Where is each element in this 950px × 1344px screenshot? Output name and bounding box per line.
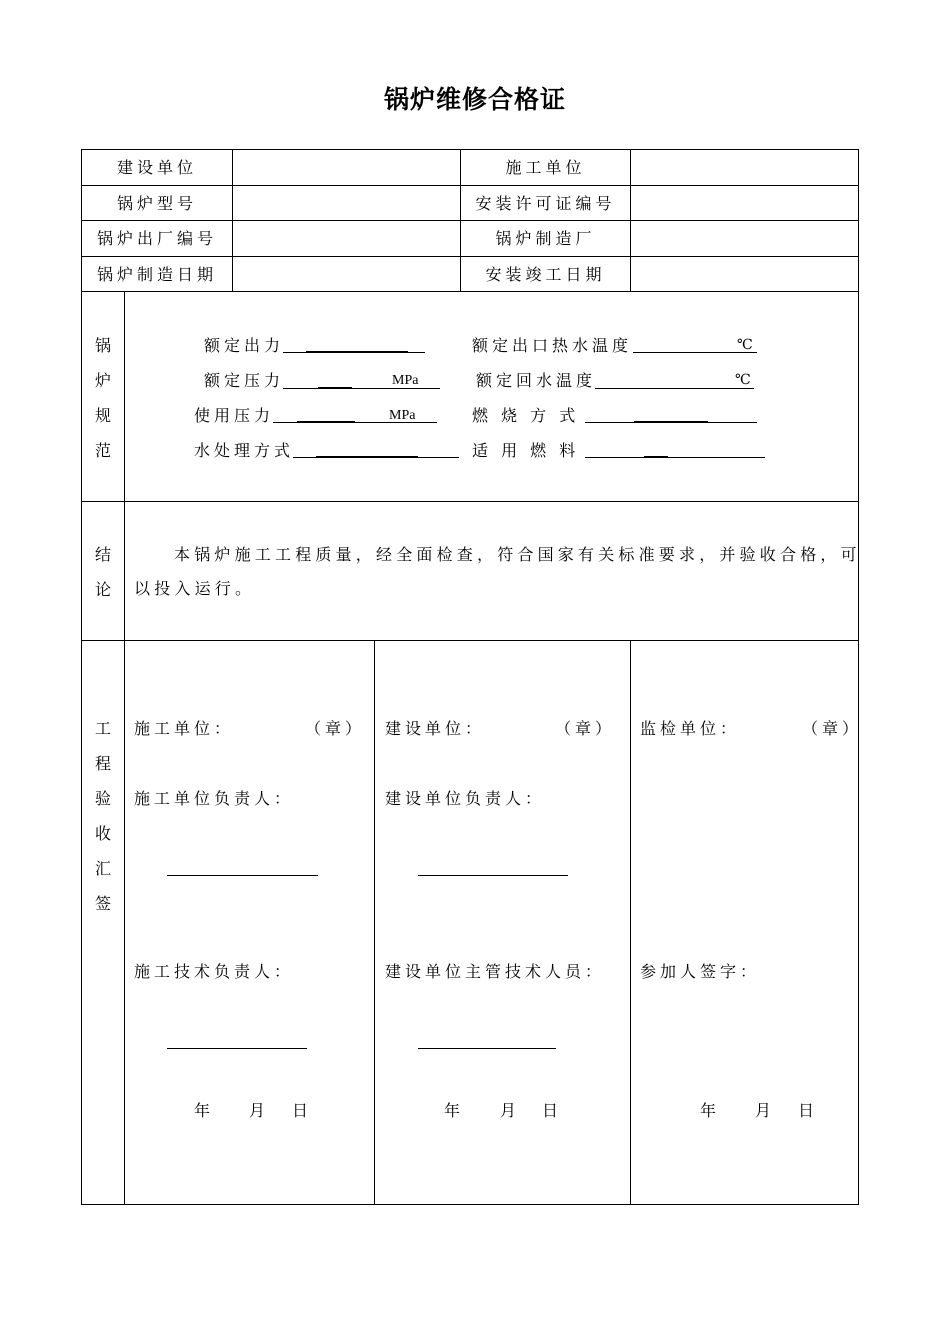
field-water-treatment[interactable] bbox=[293, 457, 459, 458]
unit-celsius: ℃ bbox=[735, 373, 751, 388]
date-month: 月 bbox=[755, 1101, 776, 1120]
label-rated-pressure: 额定压力 bbox=[204, 371, 285, 390]
certificate-table bbox=[81, 149, 859, 1205]
section-divider bbox=[81, 640, 859, 641]
date-day: 日 bbox=[798, 1101, 819, 1120]
field-manufacturer[interactable] bbox=[631, 221, 858, 255]
col-divider bbox=[374, 640, 375, 1205]
label-water-treatment: 水处理方式 bbox=[194, 441, 295, 460]
field-fuel[interactable] bbox=[585, 457, 765, 458]
participant-signature-label: 参加人签字： bbox=[640, 962, 761, 981]
date-month: 月 bbox=[249, 1101, 270, 1120]
inspection-unit-label: 监检单位： bbox=[640, 719, 741, 738]
row-divider bbox=[81, 291, 859, 292]
label-rated-output: 额定出力 bbox=[204, 336, 285, 355]
contractor-tech-label: 施工技术负责人： bbox=[134, 962, 295, 981]
acceptance-section-label: 工 程 验 收 汇 签 bbox=[94, 719, 111, 913]
conclusion-text-line1: 本锅炉施工工程质量，经全面检查，符合国家有关标准要求，并验收合格，可 bbox=[174, 545, 861, 564]
field-combustion-mode[interactable] bbox=[585, 422, 757, 423]
date-day: 日 bbox=[292, 1101, 313, 1120]
field-manufacture-date[interactable] bbox=[233, 257, 459, 291]
field-completion-date[interactable] bbox=[631, 257, 858, 291]
field-install-license-no[interactable] bbox=[631, 186, 858, 220]
date-year: 年 bbox=[700, 1101, 721, 1120]
label-fuel: 适 用 燃 料 bbox=[472, 441, 580, 460]
contractor-tech-signature-line[interactable] bbox=[167, 1048, 307, 1049]
label-combustion-mode: 燃 烧 方 式 bbox=[472, 406, 580, 425]
owner-tech-signature-line[interactable] bbox=[418, 1048, 556, 1049]
date-day: 日 bbox=[542, 1101, 563, 1120]
label-boiler-model: 锅炉型号 bbox=[116, 194, 197, 213]
label-factory-serial: 锅炉出厂编号 bbox=[96, 229, 217, 248]
spec-section-label: 锅 炉 规 范 bbox=[94, 336, 111, 460]
owner-tech-label: 建设单位主管技术人员： bbox=[385, 962, 606, 981]
date-year: 年 bbox=[194, 1101, 215, 1120]
label-construction-owner: 建设单位 bbox=[116, 158, 197, 177]
field-construction-owner[interactable] bbox=[233, 150, 459, 184]
label-manufacturer: 锅炉制造厂 bbox=[495, 229, 596, 248]
field-factory-serial[interactable] bbox=[233, 221, 459, 255]
unit-mpa: MPa bbox=[389, 408, 416, 423]
label-manufacture-date: 锅炉制造日期 bbox=[96, 265, 217, 284]
label-install-license-no: 安装许可证编号 bbox=[475, 194, 616, 213]
label-completion-date: 安装竣工日期 bbox=[485, 265, 606, 284]
unit-celsius: ℃ bbox=[737, 338, 753, 353]
seal-mark: （章） bbox=[802, 719, 863, 738]
section-divider bbox=[81, 501, 859, 502]
contractor-leader-signature-line[interactable] bbox=[167, 875, 318, 876]
label-outlet-temp: 额定出口热水温度 bbox=[472, 336, 633, 355]
conclusion-text-line2: 以投入运行。 bbox=[134, 579, 256, 598]
page-title: 锅炉维修合格证 bbox=[383, 85, 566, 114]
owner-leader-label: 建设单位负责人： bbox=[385, 789, 546, 808]
label-contractor: 施工单位 bbox=[505, 158, 586, 177]
field-contractor[interactable] bbox=[631, 150, 858, 184]
label-return-temp: 额定回水温度 bbox=[476, 371, 597, 390]
field-return-temp[interactable] bbox=[595, 388, 754, 389]
field-rated-output[interactable] bbox=[283, 352, 425, 353]
conclusion-section-label: 结 论 bbox=[94, 545, 111, 599]
section-label-divider bbox=[124, 291, 125, 1205]
seal-mark: （章） bbox=[305, 719, 366, 738]
seal-mark: （章） bbox=[555, 719, 616, 738]
unit-mpa: MPa bbox=[392, 373, 419, 388]
field-boiler-model[interactable] bbox=[233, 186, 459, 220]
date-year: 年 bbox=[444, 1101, 465, 1120]
owner-unit-label: 建设单位： bbox=[385, 719, 486, 738]
date-month: 月 bbox=[500, 1101, 521, 1120]
contractor-leader-label: 施工单位负责人： bbox=[134, 789, 295, 808]
owner-leader-signature-line[interactable] bbox=[418, 875, 568, 876]
label-working-pressure: 使用压力 bbox=[194, 406, 275, 425]
col-divider bbox=[630, 640, 631, 1205]
contractor-unit-label: 施工单位： bbox=[134, 719, 235, 738]
